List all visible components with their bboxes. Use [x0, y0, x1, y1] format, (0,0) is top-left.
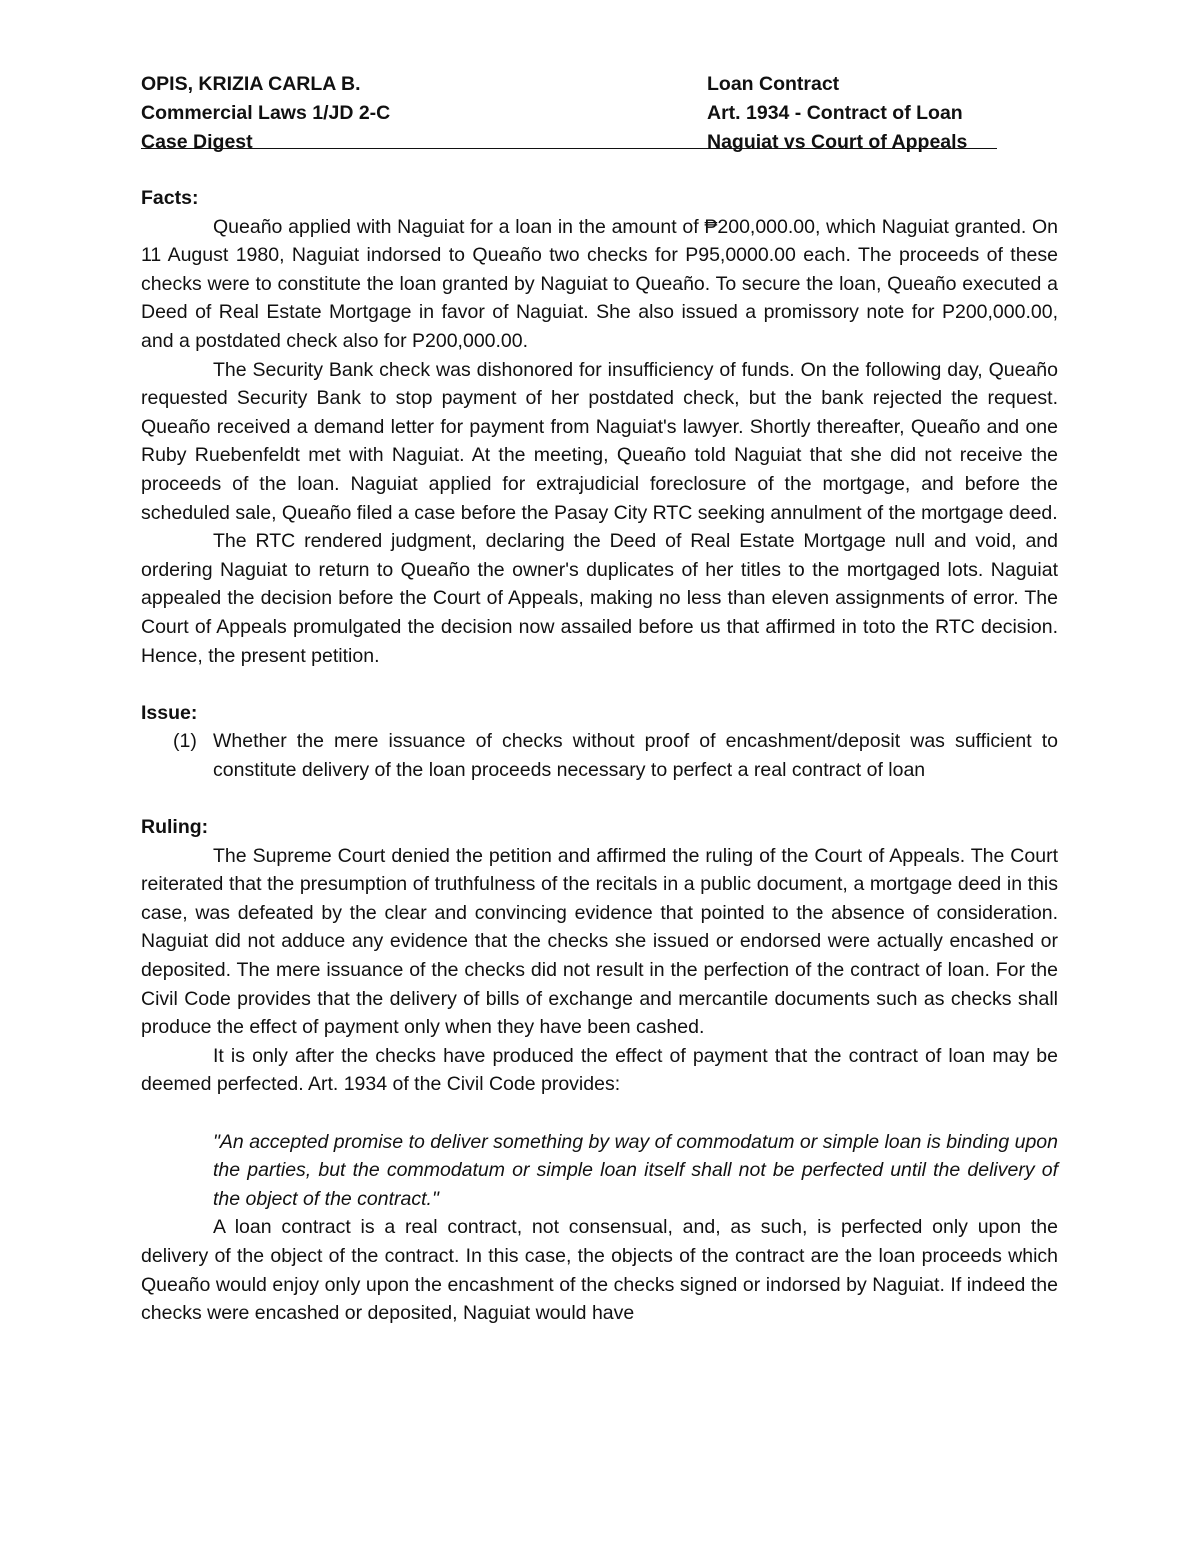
- header-row-3: [141, 128, 997, 153]
- document-body: [141, 184, 1058, 1328]
- issue-heading: Issue:: [141, 701, 198, 724]
- header-row-2: [141, 99, 997, 128]
- issue-text: Whether the mere issuance of checks without proof of encashment/deposit was sufficient to constitute delivery of the loan proceeds necessary to perfect a real contract of loan: [213, 730, 1058, 781]
- author-name: OPIS, KRIZIA CARLA B.: [141, 73, 361, 95]
- issue-number: (1): [173, 730, 197, 753]
- ruling-paragraph-2: It is only after the checks have produced the effect of payment that the contract of loan may be deemed perfected. Art. 1934 of the Civil Code provides:: [141, 1044, 1058, 1096]
- document-type: Case Digest: [141, 131, 253, 153]
- spacer: [141, 784, 1058, 813]
- facts-paragraph-2: The Security Bank check was dishonored for insufficiency of funds. On the following day, Queaño requested Security Bank to stop payment of her postdated check, but the bank rejected the request. Queaño received a demand letter for payment from Naguiat's lawyer. Shortly thereafter, Queaño and one Ruby Ruebenfeldt met with Naguiat. At the meeting, Queaño told Naguiat that she did not receive the proceeds of the loan. Naguiat applied for extrajudicial foreclosure of the mortgage, and before the scheduled sale, Queaño filed a case before the Pasay City RTC seeking annulment of the mortgage deed.: [141, 358, 1058, 524]
- facts-heading: Facts:: [141, 187, 199, 209]
- header-row-1: [141, 70, 997, 99]
- issue-item: [173, 727, 1058, 784]
- facts-paragraph-3: The RTC rendered judgment, declaring the Deed of Real Estate Mortgage null and void, and ordering Naguiat to return to Queaño the owner's duplicates of her titles to the mortgaged lots. Naguiat appealed the decision before the Court of Appeals, making no less than eleven assignments of error. The Court of Appeals promulgated the decision now assailed before us that affirmed in toto the RTC decision. Hence, the present petition.: [141, 530, 1058, 667]
- document-header: [141, 70, 997, 153]
- spacer: [141, 670, 1058, 699]
- ruling-paragraph-3: A loan contract is a real contract, not consensual, and, as such, is perfected only upon the delivery of the object of the contract. In this case, the objects of the contract are the loan proceeds which Queaño would enjoy only upon the encashment of the checks signed or indorsed by Naguiat. If indeed the checks were encashed or deposited, Naguiat would have: [141, 1216, 1058, 1325]
- ruling-heading: Ruling:: [141, 816, 209, 839]
- topic-label: Loan Contract: [707, 73, 840, 95]
- civil-code-quote: "An accepted promise to deliver something by way of commodatum or simple loan is binding upon the parties, but the commodatum or simple loan itself shall not be perfected until the delivery of the object of the contract.": [213, 1130, 1058, 1210]
- spacer: [141, 1099, 1058, 1128]
- ruling-paragraph-1: The Supreme Court denied the petition and affirmed the ruling of the Court of Appeals. The Court reiterated that the presumption of truthfulness of the recitals in a public document, a mortgage deed in this case, was defeated by the clear and convincing evidence that pointed to the absence of consideration. Naguiat did not adduce any evidence that the checks she issued or endorsed were actually encashed or deposited. The mere issuance of the checks did not result in the perfection of the contract of loan. For the Civil Code provides that the delivery of bills of exchange and mercantile documents such as checks shall produce the effect of payment only when they have been cashed.: [141, 844, 1058, 1039]
- facts-paragraph-1: Queaño applied with Naguiat for a loan in the amount of ₱200,000.00, which Naguiat granted. On 11 August 1980, Naguiat indorsed to Queaño two checks for P95,0000.00 each. The proceeds of these checks were to constitute the loan granted by Naguiat to Queaño. To secure the loan, Queaño executed a Deed of Real Estate Mortgage in favor of Naguiat. She also issued a promissory note for P200,000.00, and a postdated check also for P200,000.00.: [141, 215, 1058, 352]
- article-label: Art. 1934 - Contract of Loan: [707, 102, 963, 124]
- course-label: Commercial Laws 1/JD 2-C: [141, 102, 391, 124]
- case-title: Naguiat vs Court of Appeals: [707, 131, 968, 153]
